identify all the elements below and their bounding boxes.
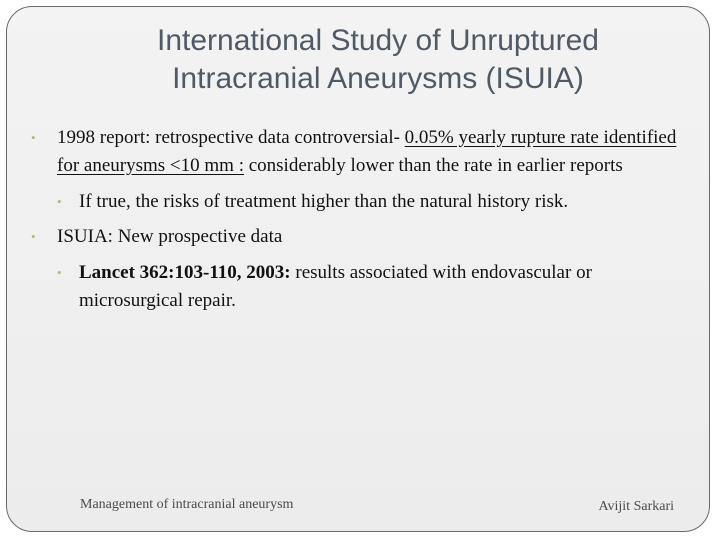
bullet-text: If true, the risks of treatment higher than the natural history risk. — [79, 191, 569, 212]
bullet-text-post: considerably lower than the rate in earlier reports — [243, 155, 623, 176]
slide-title-line-1: International Study of Unruptured — [157, 24, 599, 57]
bullet-text-bold: Lancet 362:103-110, 2003: — [79, 262, 291, 283]
bullet-text-post: results associated with endovascular or microsurgical repair. — [79, 262, 592, 311]
bullet-text-underlined: 0.05% yearly rupture rate identified for aneurysms <10 mm : — [57, 127, 677, 176]
footer-right: Avijit Sarkari — [598, 499, 674, 514]
sub-bullet-treatment-risk — [31, 188, 681, 216]
bullet-dot-icon: • — [31, 130, 36, 145]
slide-content — [31, 124, 681, 322]
slide-title — [0, 22, 720, 98]
bullet-dot-icon: • — [57, 194, 62, 209]
bullet-dot-icon: • — [31, 229, 36, 244]
footer-left: Management of intracranial aneurysm — [80, 497, 294, 512]
sub-bullet-lancet — [31, 259, 681, 315]
bullet-isuia-prospective — [31, 223, 681, 251]
bullet-dot-icon: • — [57, 265, 62, 280]
bullet-text: ISUIA: New prospective data — [57, 226, 283, 247]
bullet-1998-report — [31, 124, 681, 180]
slide-title-line-2: Intracranial Aneurysms (ISUIA) — [172, 62, 584, 95]
bullet-text-pre: 1998 report: retrospective data controversial- — [57, 127, 405, 148]
